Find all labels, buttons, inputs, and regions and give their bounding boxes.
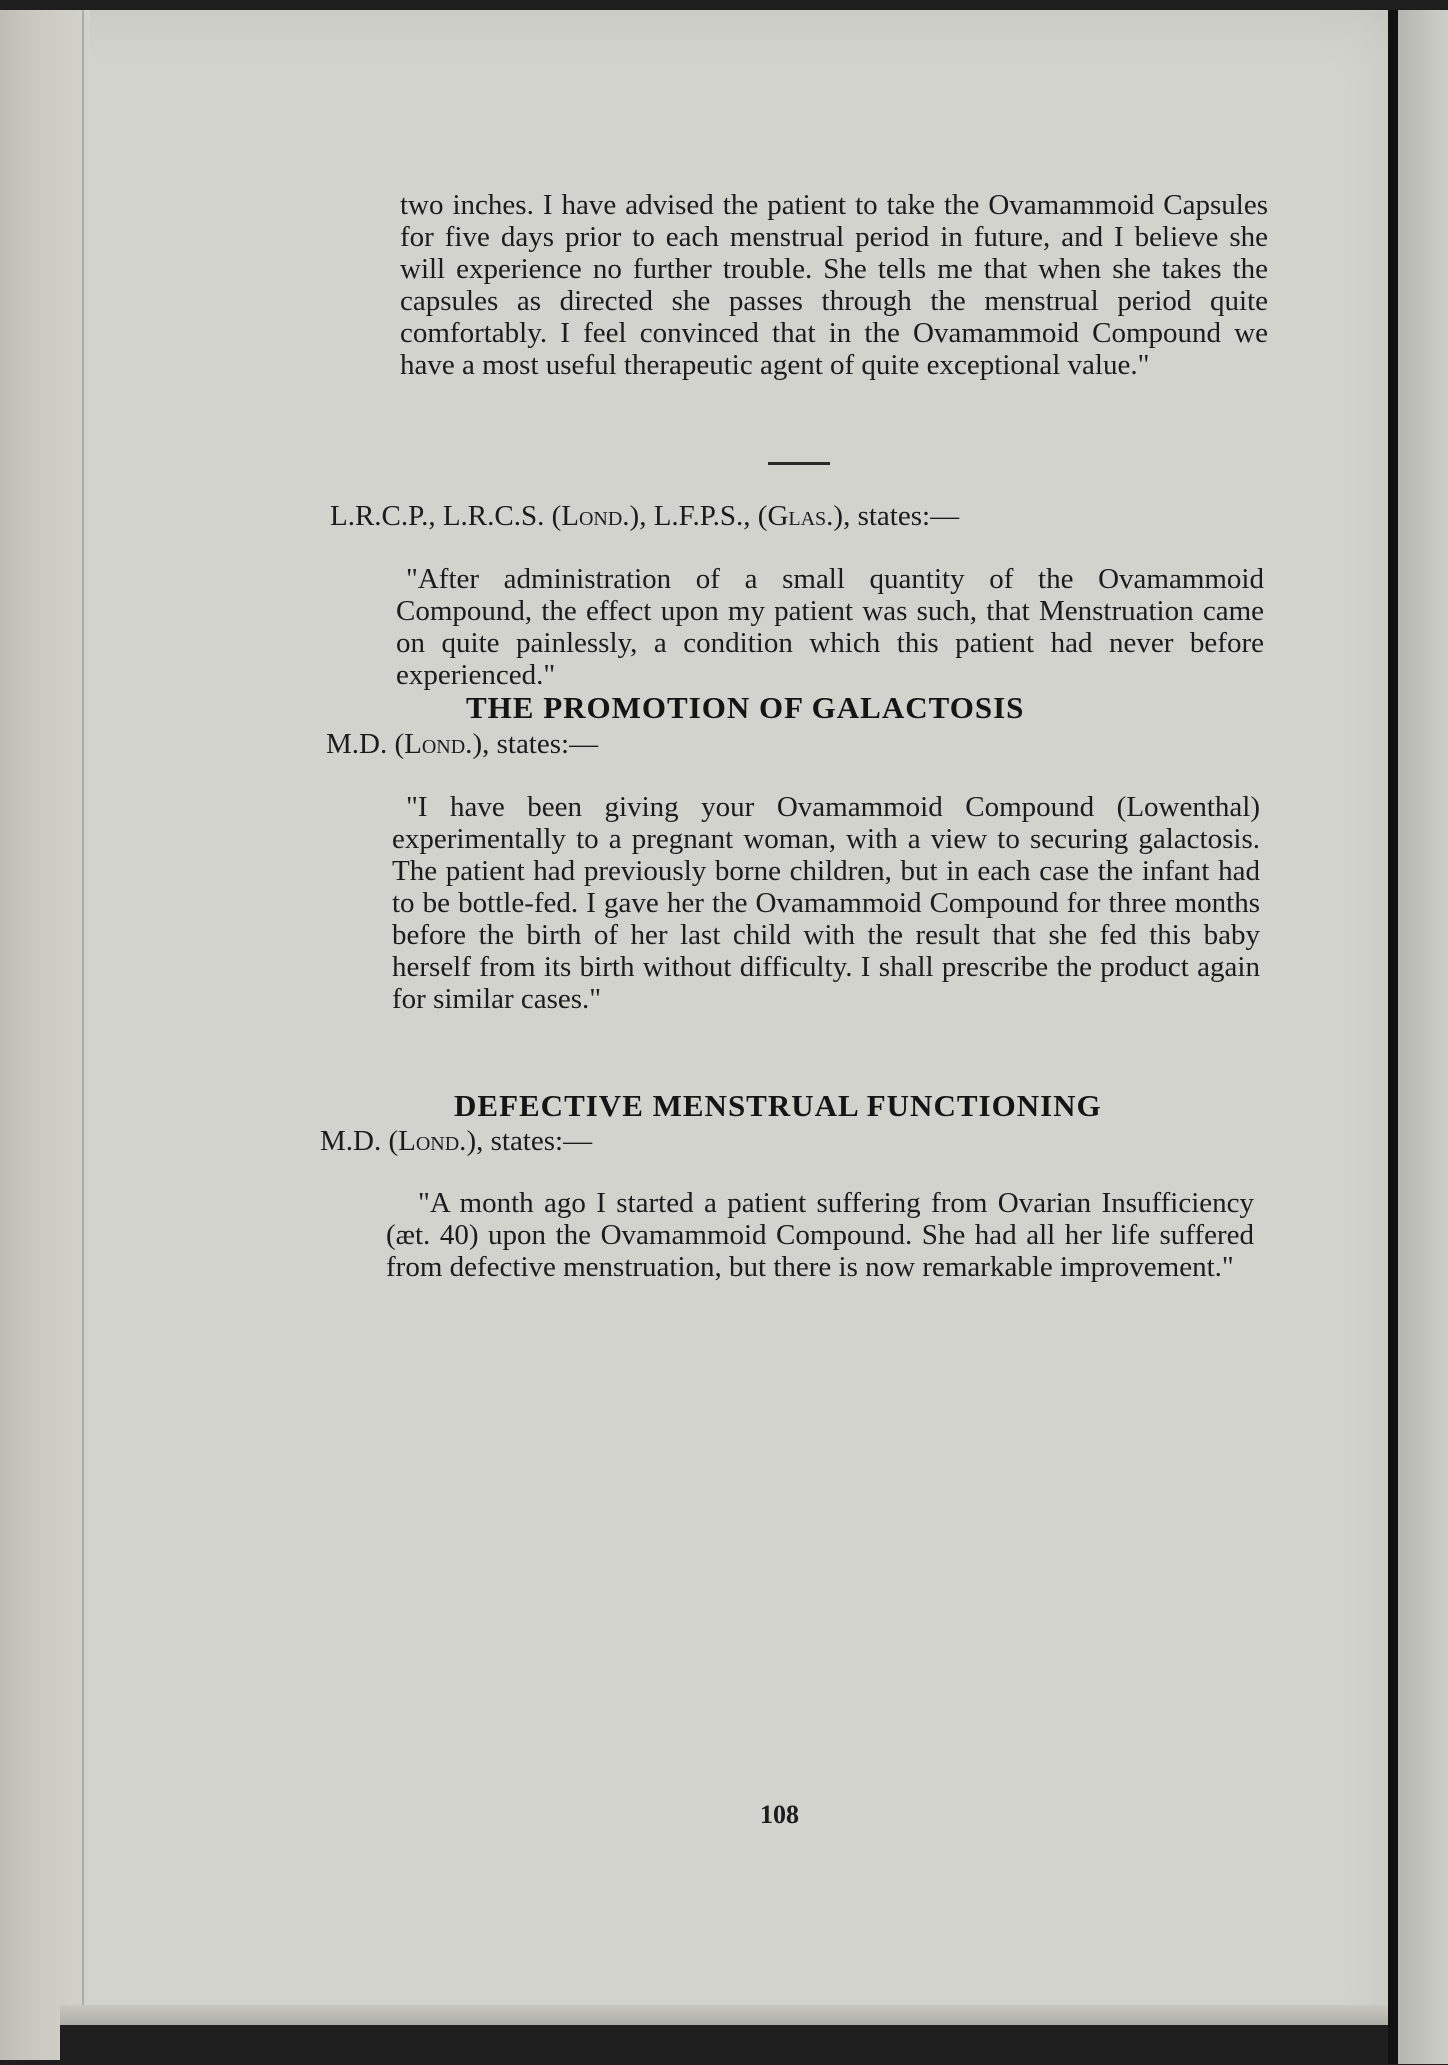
section-heading-defective-menstrual: DEFECTIVE MENSTRUAL FUNCTIONING [454, 1088, 1102, 1123]
testimonial-1-quote: "After administration of a small quantity of the Ovamammoid Compound, the effect upon my patient was such, that Menstruation came on quite painlessly, a condition which this patient had never before experienced." [396, 563, 1264, 691]
lond-abbrev: Lond. [561, 500, 630, 532]
section-divider [768, 462, 830, 465]
intro-paragraph [400, 160, 1268, 410]
page-number: 108 [760, 1800, 799, 1829]
testimonial-3-attribution: M.D. (Lond.), states:— [320, 1125, 593, 1157]
testimonial-3-quote: "A month ago I started a patient suffering from Ovarian Insufficiency (æt. 40) upon the Ovamammoid Compound. She had all her life suffered from defective menstruation, but there is now remarkable improvement." [386, 1187, 1254, 1283]
page-left-edge [0, 10, 90, 2060]
lond-abbrev: Lond. [404, 728, 473, 760]
testimonial-1-attribution: L.R.C.P., L.R.C.S. (Lond.), L.F.P.S., (Glas.), states:— [330, 500, 960, 532]
glas-abbrev: Glas. [767, 500, 834, 532]
lond-abbrev: Lond. [398, 1125, 467, 1157]
book-gutter [1388, 10, 1398, 2064]
testimonial-2-attribution: M.D. (Lond.), states:— [326, 728, 599, 760]
adjacent-page-edge [1398, 10, 1448, 2064]
scan-bottom-border [60, 2025, 1390, 2065]
section-heading-galactosis: THE PROMOTION OF GALACTOSIS [466, 690, 1025, 725]
testimonial-2-quote: "I have been giving your Ovamammoid Compound (Lowenthal) experimentally to a pregnant woman, with a view to securing galactosis. The patient had previously borne children, but in each case the infant had to be bottle-fed. I gave her the Ovamammoid Compound for three months before the birth of her last child with the result that she fed this baby herself from its birth without difficulty. I shall prescribe the product again for similar cases." [392, 791, 1260, 1015]
intro-text: two inches. I have advised the patient to take the Ovamammoid Capsules for five days prior to each menstrual period in future, and I believe she will experience no further trouble. She tells me that when she takes the capsules as directed she passes through the menstrual period quite comfortably. I feel convinced that in the Ovamammoid Compound we have a most useful therapeutic agent of quite exceptional value." [400, 189, 1268, 381]
page-bottom-edge [60, 2005, 1390, 2025]
